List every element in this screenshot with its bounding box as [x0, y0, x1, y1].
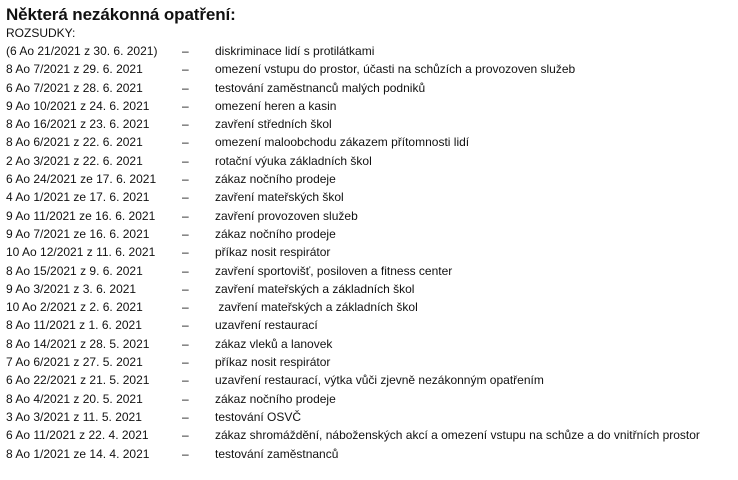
- ruling-reference: 9 Ao 7/2021 ze 16. 6. 2021: [6, 226, 150, 241]
- dash-separator: –: [182, 409, 189, 424]
- ruling-description: zákaz nočního prodeje: [215, 391, 336, 406]
- ruling-reference: 8 Ao 7/2021 z 29. 6. 2021: [6, 62, 143, 77]
- ruling-reference: 8 Ao 1/2021 ze 14. 4. 2021: [6, 446, 150, 461]
- ruling-description: testování zaměstnanců malých podniků: [215, 80, 426, 95]
- list-item: [6, 426, 734, 444]
- ruling-reference: 6 Ao 22/2021 z 21. 5. 2021: [6, 373, 150, 388]
- ruling-description: zákaz nočního prodeje: [215, 172, 336, 187]
- ruling-reference: 9 Ao 11/2021 ze 16. 6. 2021: [6, 208, 156, 223]
- ruling-reference: 3 Ao 3/2021 z 11. 5. 2021: [6, 409, 142, 424]
- ruling-description: omezení vstupu do prostor, účasti na schůzích a provozoven služeb: [215, 62, 576, 77]
- ruling-reference: 8 Ao 6/2021 z 22. 6. 2021: [6, 135, 143, 150]
- dash-separator: –: [182, 80, 189, 95]
- ruling-description: testování OSVČ: [215, 409, 302, 424]
- list-item: [6, 188, 734, 206]
- list-item: [6, 298, 734, 316]
- dash-separator: –: [182, 373, 189, 388]
- list-item: [6, 79, 734, 97]
- ruling-description: uzavření restaurací: [215, 318, 318, 333]
- list-item: [6, 335, 734, 353]
- list-item: [6, 60, 734, 78]
- ruling-description: příkaz nosit respirátor: [215, 245, 331, 260]
- dash-separator: –: [182, 135, 189, 150]
- list-item: [6, 243, 734, 261]
- list-item: [6, 445, 734, 463]
- dash-separator: –: [182, 226, 189, 241]
- ruling-reference: 6 Ao 11/2021 z 22. 4. 2021: [6, 428, 149, 443]
- dash-separator: –: [182, 336, 189, 351]
- dash-separator: –: [182, 300, 189, 315]
- ruling-reference: 8 Ao 16/2021 z 23. 6. 2021: [6, 117, 150, 132]
- list-item: [6, 390, 734, 408]
- ruling-description: diskriminace lidí s protilátkami: [215, 44, 375, 58]
- ruling-reference: 9 Ao 10/2021 z 24. 6. 2021: [6, 98, 150, 113]
- document: [6, 4, 734, 463]
- dash-separator: –: [182, 62, 189, 77]
- ruling-reference: 7 Ao 6/2021 z 27. 5. 2021: [6, 355, 143, 370]
- section-label: ROZSUDKY:: [6, 26, 76, 40]
- ruling-description: omezení heren a kasin: [215, 98, 337, 113]
- dash-separator: –: [182, 208, 189, 223]
- ruling-description: testování zaměstnanců: [215, 446, 339, 461]
- dash-separator: –: [182, 263, 189, 278]
- ruling-reference: 6 Ao 24/2021 ze 17. 6. 2021: [6, 172, 157, 187]
- dash-separator: –: [182, 391, 189, 406]
- list-item: [6, 42, 734, 60]
- ruling-description: uzavření restaurací, výtka vůči zjevně nezákonným opatřením: [215, 373, 544, 388]
- ruling-reference: 6 Ao 7/2021 z 28. 6. 2021: [6, 80, 143, 95]
- ruling-description: omezení maloobchodu zákazem přítomnosti lidí: [215, 135, 470, 150]
- dash-separator: –: [182, 318, 189, 333]
- list-item: [6, 225, 734, 243]
- ruling-description: zavření mateřských a základních škol: [215, 300, 418, 315]
- dash-separator: –: [182, 44, 189, 58]
- ruling-description: zavření středních škol: [215, 117, 332, 132]
- ruling-reference: 2 Ao 3/2021 z 22. 6. 2021: [6, 153, 143, 168]
- dash-separator: –: [182, 98, 189, 113]
- ruling-description: zákaz nočního prodeje: [215, 226, 336, 241]
- list-item: [6, 371, 734, 389]
- ruling-reference: 8 Ao 11/2021 z 1. 6. 2021: [6, 318, 142, 333]
- list-item: [6, 133, 734, 151]
- list-item: [6, 280, 734, 298]
- dash-separator: –: [182, 245, 189, 260]
- ruling-description: zavření provozoven služeb: [215, 208, 358, 223]
- dash-separator: –: [182, 355, 189, 370]
- list-item: [6, 207, 734, 225]
- dash-separator: –: [182, 153, 189, 168]
- ruling-reference: 10 Ao 2/2021 z 2. 6. 2021: [6, 300, 143, 315]
- ruling-description: zavření mateřských a základních škol: [215, 281, 415, 296]
- list-item: [6, 170, 734, 188]
- dash-separator: –: [182, 190, 189, 205]
- ruling-description: příkaz nosit respirátor: [215, 355, 331, 370]
- ruling-reference: (6 Ao 21/2021 z 30. 6. 2021): [6, 44, 158, 58]
- document-title: Některá nezákonná opatření:: [6, 5, 236, 24]
- ruling-reference: 10 Ao 12/2021 z 11. 6. 2021: [6, 245, 156, 260]
- ruling-description: zavření mateřských škol: [215, 190, 344, 205]
- list-item: [6, 353, 734, 371]
- list-item: [6, 262, 734, 280]
- list-item: [6, 408, 734, 426]
- dash-separator: –: [182, 281, 189, 296]
- ruling-description: zákaz vleků a lanovek: [215, 336, 333, 351]
- dash-separator: –: [182, 117, 189, 132]
- ruling-reference: 9 Ao 3/2021 z 3. 6. 2021: [6, 281, 137, 296]
- rulings-list: [6, 42, 734, 463]
- ruling-reference: 8 Ao 14/2021 z 28. 5. 2021: [6, 336, 150, 351]
- list-item: [6, 152, 734, 170]
- ruling-reference: 4 Ao 1/2021 ze 17. 6. 2021: [6, 190, 150, 205]
- dash-separator: –: [182, 428, 189, 443]
- list-item: [6, 115, 734, 133]
- dash-separator: –: [182, 446, 189, 461]
- ruling-description: zavření sportovišť, posiloven a fitness center: [215, 263, 453, 278]
- ruling-reference: 8 Ao 15/2021 z 9. 6. 2021: [6, 263, 143, 278]
- ruling-description: rotační výuka základních škol: [215, 153, 372, 168]
- ruling-reference: 8 Ao 4/2021 z 20. 5. 2021: [6, 391, 143, 406]
- list-item: [6, 97, 734, 115]
- dash-separator: –: [182, 172, 189, 187]
- list-item: [6, 316, 734, 334]
- ruling-description: zákaz shromáždění, náboženských akcí a omezení vstupu na schůze a do vnitřních prostor: [215, 428, 700, 443]
